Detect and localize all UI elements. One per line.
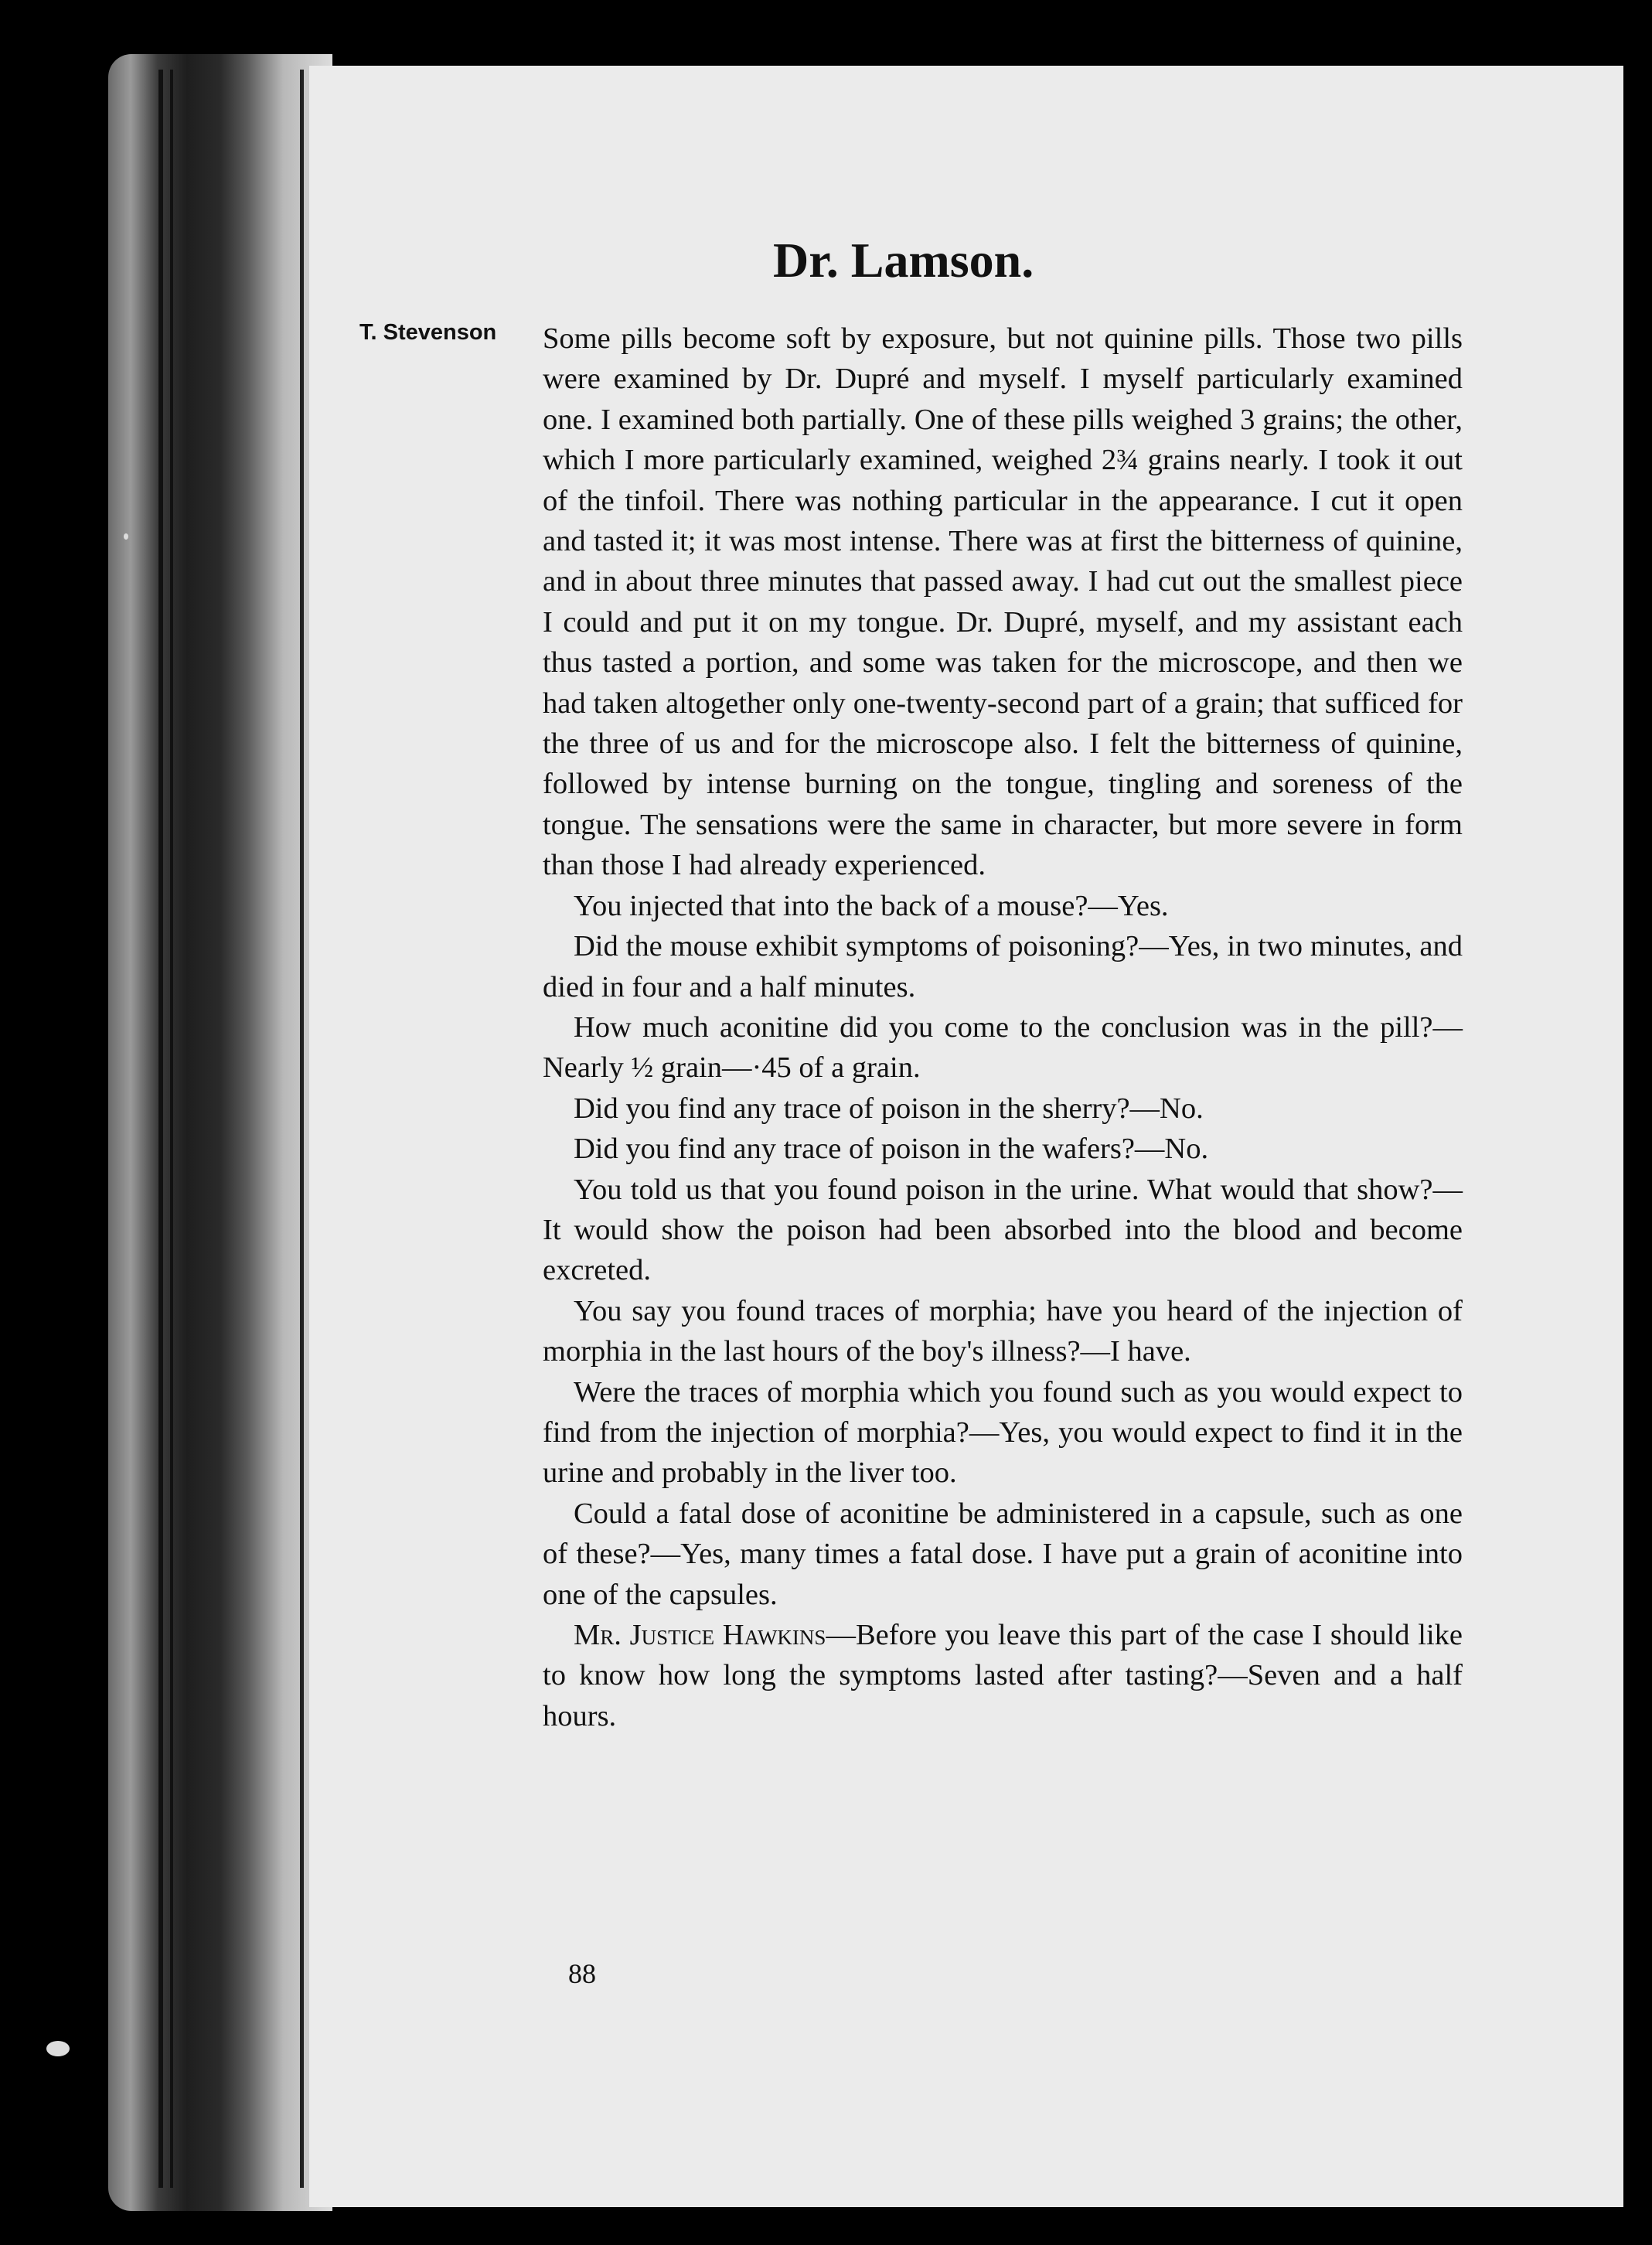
paragraph: You say you found traces of morphia; have you heard of the injection of morphia in the last hours of the boy's illness?—I have. bbox=[543, 1294, 1463, 1368]
paragraph bbox=[543, 1615, 1463, 1736]
paragraph: Some pills become soft by exposure, but not quinine pills. Those two pills were examined by Dr. Dupré and myself. I myself particularly examined one. I examined both partially. One of these pills weighed 3 grains; the other, which I more particularly examined, weighed 2¾ grains nearly. I took it out of the tinfoil. There was nothing particular in the appearance. I cut it open and tasted it; it was most intense. There was at first the bitterness of quinine, and in about three minutes that passed away. I had cut out the smallest piece I could and put it on my tongue. Dr. Dupré, myself, and my assistant each thus tasted a portion, and some was taken for the microscope, and then we had taken altogether only one-twenty-second part of a grain; that sufficed for the three of us and for the microscope also. I felt the bitterness of quinine, followed by intense burning on the tongue, tingling and soreness of the tongue. The sensations were the same in character, but more severe in form than those I had already experienced. bbox=[543, 322, 1463, 882]
paragraph: Were the traces of morphia which you found such as you would expect to find from the injection of morphia?—Yes, you would expect to find it in the urine and probably in the liver too. bbox=[543, 1375, 1463, 1490]
dust-speck bbox=[46, 2041, 70, 2056]
dust-speck bbox=[124, 533, 128, 540]
paragraph: Could a fatal dose of aconitine be administered in a capsule, such as one of these?—Yes, many times a fatal dose. I have put a grain of aconitine into one of the capsules. bbox=[543, 1497, 1463, 1611]
book-page-edges bbox=[108, 54, 332, 2211]
page-title: Dr. Lamson. bbox=[773, 233, 1034, 288]
spine-line bbox=[170, 70, 173, 2188]
speaker-name: Mr. Justice Hawkins bbox=[574, 1619, 826, 1651]
witness-side-label: T. Stevenson bbox=[359, 320, 497, 345]
paragraph: You injected that into the back of a mouse?—Yes. bbox=[574, 889, 1169, 922]
speaker-text: —Before you leave this part of the case I should like to know how long the symptoms lasted after tasting?—Seven and a half hours. bbox=[543, 1619, 1463, 1732]
spine-line bbox=[158, 70, 163, 2188]
paragraph: Did the mouse exhibit symptoms of poisoning?—Yes, in two minutes, and died in four and a half minutes. bbox=[543, 930, 1463, 1003]
spine-line bbox=[300, 70, 304, 2188]
testimony-text bbox=[543, 319, 1463, 1736]
paragraph: Did you find any trace of poison in the wafers?—No. bbox=[574, 1133, 1209, 1166]
page-number: 88 bbox=[568, 1958, 596, 1989]
paragraph: How much aconitine did you come to the conclusion was in the pill?—Nearly ½ grain—·45 of a grain. bbox=[543, 1010, 1463, 1085]
paragraph: You told us that you found poison in the urine. What would that show?—It would show the poison had been absorbed into the blood and become excreted. bbox=[543, 1173, 1463, 1287]
paragraph: Did you find any trace of poison in the sherry?—No. bbox=[574, 1092, 1204, 1125]
